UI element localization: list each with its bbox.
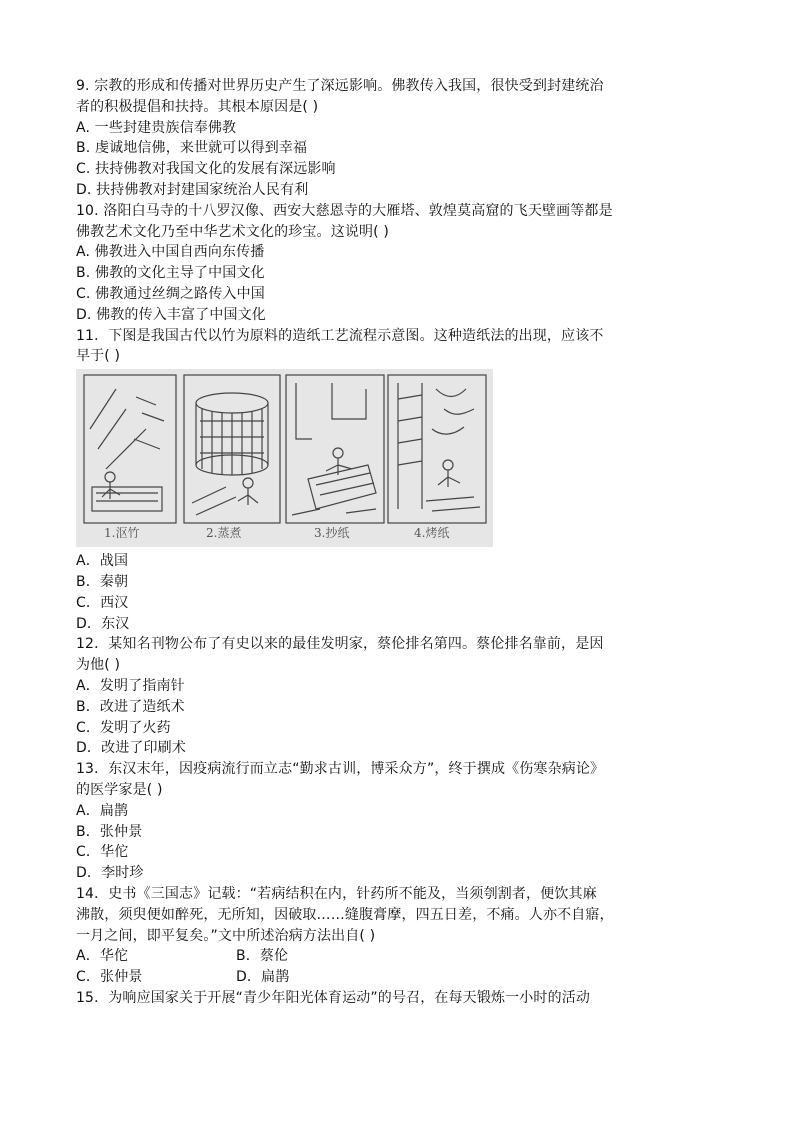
figure-caption-3: 3.抄纸 (314, 526, 350, 541)
question-stem-line: 为他( ) (76, 657, 121, 674)
question-13 (76, 759, 676, 884)
option-c: C. 扶持佛教对我国文化的发展有深远影响 (76, 161, 336, 178)
option-row (76, 967, 676, 988)
option-d: D．李时珍 (76, 865, 144, 882)
question-10 (76, 201, 676, 326)
figure-caption-4: 4.烤纸 (414, 526, 450, 541)
option-b: B．张仲景 (76, 823, 143, 840)
option-b: B．蔡伦 (236, 948, 289, 965)
figure-caption-2: 2.蒸煮 (206, 526, 242, 541)
question-stem-line: 9. 宗教的形成和传播对世界历史产生了深远影响。佛教传入我国，很快受到封建统治 (76, 78, 604, 94)
option-a: A. 一些封建贵族信奉佛教 (76, 119, 237, 136)
option-a: A．战国 (76, 553, 129, 570)
option-b: B．秦朝 (76, 573, 129, 590)
question-15 (76, 988, 676, 1009)
option-a: A．扁鹊 (76, 802, 129, 819)
question-stem-line: 13．东汉末年，因疫病流行而立志“勤求古训，博采众方”，终于撰成《伤寒杂病论》 (76, 761, 605, 778)
option-d: D．改进了印刷术 (76, 740, 186, 757)
question-stem-line: 者的积极提倡和扶持。其根本原因是( ) (76, 98, 319, 115)
option-c: C．张仲景 (76, 969, 143, 986)
option-c: C．华佗 (76, 844, 129, 861)
option-c: C. 佛教通过丝绸之路传入中国 (76, 285, 265, 302)
question-stem-line: 沸散，须臾便如醉死，无所知，因破取……缝腹膏摩，四五日差，不痛。人亦不自寤， (76, 906, 614, 923)
papermaking-process-figure (76, 369, 493, 547)
question-stem-line: 一月之间，即平复矣。”文中所述治病方法出自( ) (76, 927, 376, 944)
question-11 (76, 326, 676, 635)
option-d: D. 扶持佛教对封建国家统治人民有利 (76, 181, 309, 198)
question-stem-line: 10. 洛阳白马寺的十八罗汉像、西安大慈恩寺的大雁塔、敦煌莫高窟的飞天壁画等都是 (76, 202, 613, 219)
question-14 (76, 884, 676, 988)
papermaking-illustration (76, 369, 493, 547)
exam-page (76, 76, 676, 1009)
option-a: A．发明了指南针 (76, 677, 185, 694)
option-b: B. 虔诚地信佛，来世就可以得到幸福 (76, 140, 308, 157)
option-c: C．西汉 (76, 594, 129, 611)
panel-frame (388, 375, 486, 523)
option-a: A. 佛教进入中国自西向东传播 (76, 244, 265, 261)
question-stem-line: 佛教艺术文化乃至中华艺术文化的珍宝。这说明( ) (76, 223, 389, 240)
option-d: D. 佛教的传入丰富了中国文化 (76, 306, 266, 323)
option-b: B. 佛教的文化主导了中国文化 (76, 265, 265, 282)
option-c: C．发明了火药 (76, 719, 171, 736)
question-12 (76, 634, 676, 759)
question-stem-line: 11．下图是我国古代以竹为原料的造纸工艺流程示意图。这种造纸法的出现，应该不 (76, 327, 604, 344)
option-a: A．华佗 (76, 948, 129, 965)
option-b: B．改进了造纸术 (76, 698, 185, 715)
question-stem-line: 12．某知名刊物公布了有史以来的最佳发明家，蔡伦排名第四。蔡伦排名靠前，是因 (76, 636, 604, 653)
option-d: D．扁鹊 (236, 969, 290, 986)
figure-caption-1: 1.沤竹 (104, 526, 140, 541)
question-stem-line: 早于( ) (76, 348, 121, 365)
question-stem-line: 14．史书《三国志》记载：“若病结积在内，针药所不能及，当须刳割者，便饮其麻 (76, 885, 597, 902)
question-stem-line: 的医学家是( ) (76, 781, 163, 798)
question-9 (76, 76, 676, 201)
question-stem-line: 15．为响应国家关于开展“青少年阳光体育运动”的号召，在每天锻炼一小时的活动 (76, 989, 591, 1006)
option-d: D．东汉 (76, 615, 130, 632)
option-row (76, 946, 676, 967)
